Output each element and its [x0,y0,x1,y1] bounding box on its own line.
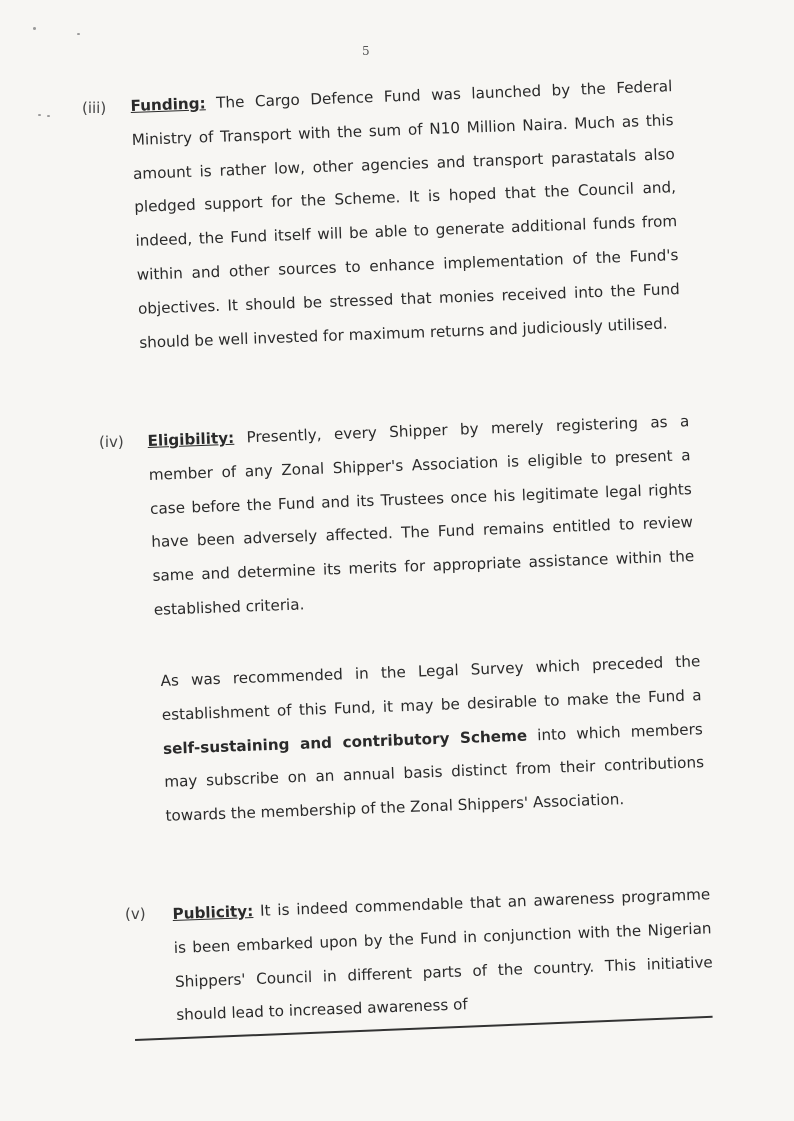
contributory-emphasis: self-sustaining and contributory Scheme [162,726,528,758]
paragraph-funding [130,70,682,360]
heading-funding: Funding: [130,94,206,115]
scan-speck [77,33,80,35]
heading-eligibility: Eligibility: [147,428,235,450]
contributory-text-before: As was recommended in the Legal Survey which preceded the establishment of this Fund, it may be desirable to make the Fund a [160,652,702,724]
funding-text: The Cargo Defence Fund was launched by the Federal Ministry of Transport with the sum of N10 Million Naira. Much as this amount is rather low, other agencies and transport parastatals also pledged support for the Scheme. It is hoped that the Council and, indeed, the Fund itself will be able to generate additional funds from within and other sources to enhance implementation of the Fund's objectives. It should be stressed that monies received into the Fund should be well invested for maximum returns and judiciously utilised. [131,77,680,352]
heading-publicity: Publicity: [172,902,254,923]
paragraph-eligibility [147,405,696,628]
scan-speck [33,27,36,30]
item-marker-iii: (iii) [82,99,107,117]
scan-speck [47,115,50,117]
page-number: 5 [362,44,370,58]
paragraph-contributory-scheme [160,645,706,834]
scan-speck [38,114,41,116]
item-marker-iv: (iv) [99,433,124,451]
item-marker-v: (v) [125,905,146,923]
paragraph-publicity [172,878,715,1033]
contributory-text-after: into which members may subscribe on an annual basis distinct from their contributions towards the membership of the Zonal Shippers' Association. [163,719,705,826]
eligibility-text: Presently, every Shipper by merely registering as a member of any Zonal Shipper's Association is eligible to present a case before the Fund and its Trustees once his legitimate legal rights have been adversely affected. The Fund remains entitled to review same and determine its merits for appropriate assistance within the established criteria. [148,412,695,619]
publicity-text: It is indeed commendable that an awareness programme is been embarked upon by the Fund in conjunction with the Nigerian Shippers' Council in different parts of the country. This initiative should lead to increased awareness of [173,885,714,1025]
